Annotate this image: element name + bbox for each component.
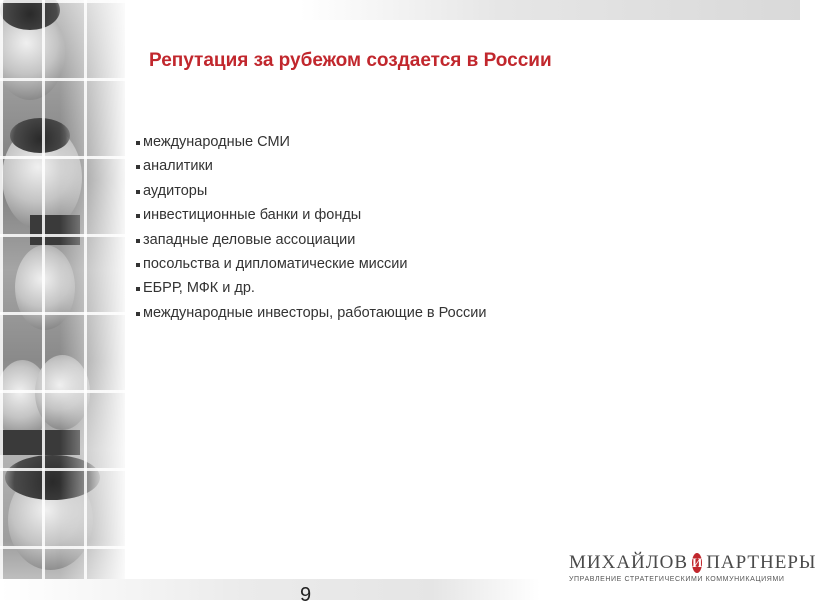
- bullet-list: [136, 130, 486, 325]
- list-item: международные инвесторы, работающие в России: [136, 301, 486, 325]
- list-item: западные деловые ассоциации: [136, 228, 486, 252]
- list-item: ЕБРР, МФК и др.: [136, 276, 486, 300]
- logo-wordmark: [569, 552, 817, 574]
- company-logo: [569, 552, 817, 592]
- top-decorative-strip: [300, 0, 800, 20]
- logo-name-right: ПАРТНЕРЫ: [706, 552, 817, 573]
- bottom-decorative-strip: [0, 579, 540, 600]
- logo-tagline: УПРАВЛЕНИЕ СТРАТЕГИЧЕСКИМИ КОММУНИКАЦИЯМИ: [569, 576, 785, 583]
- list-item: международные СМИ: [136, 130, 486, 154]
- logo-mark-icon: И: [692, 553, 702, 573]
- slide-title: Репутация за рубежом создается в России: [149, 50, 552, 71]
- photo-collage: [0, 0, 125, 600]
- list-item: аудиторы: [136, 179, 486, 203]
- list-item: аналитики: [136, 154, 486, 178]
- list-item: посольства и дипломатические миссии: [136, 252, 486, 276]
- list-item: инвестиционные банки и фонды: [136, 203, 486, 227]
- logo-name-left: МИХАЙЛОВ: [569, 552, 689, 573]
- page-number: 9: [300, 584, 312, 606]
